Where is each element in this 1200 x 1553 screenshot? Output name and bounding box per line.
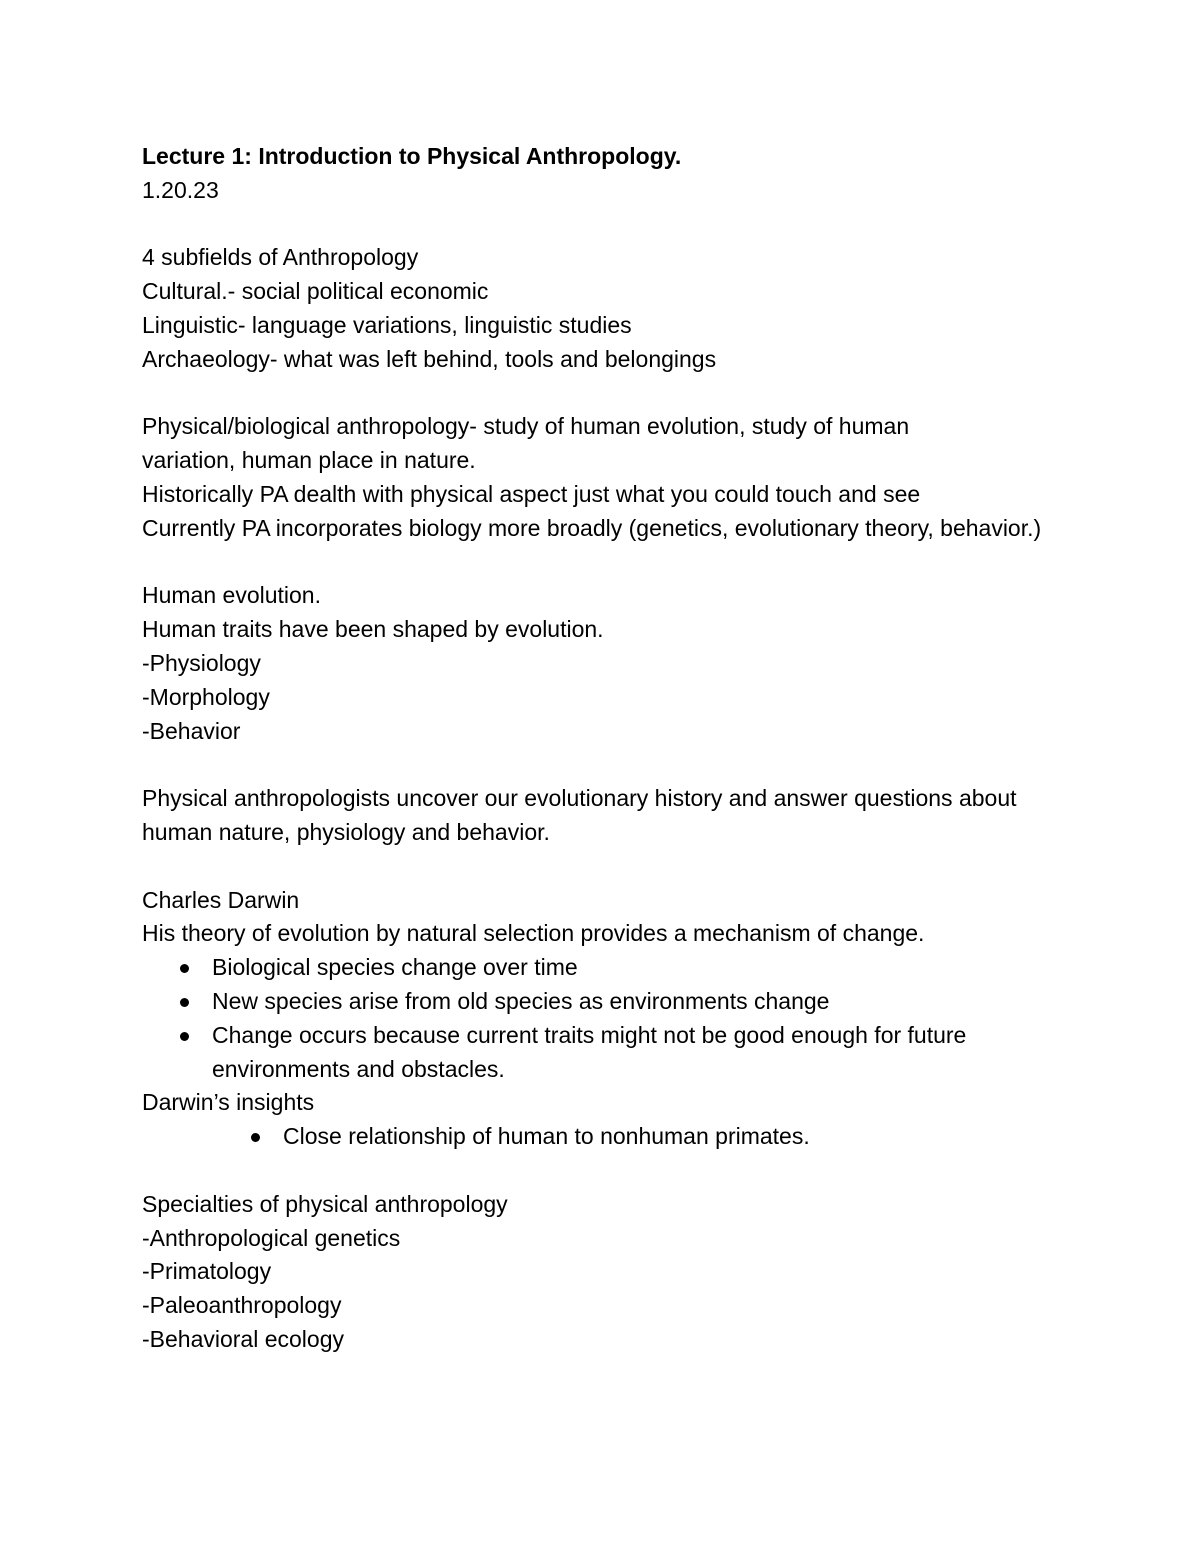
list-item	[142, 1120, 1062, 1154]
evolution-item-behavior: -Behavior	[142, 717, 241, 744]
list-item-text: Biological species change over time	[212, 954, 578, 981]
spacer	[142, 208, 1062, 242]
subfield-linguistic: Linguistic- language variations, linguistic studies	[142, 311, 632, 338]
list-item-text: Change occurs because current traits might not be good enough for future environments and obstacles.	[212, 1021, 967, 1082]
darwin-name: Charles Darwin	[142, 886, 300, 913]
bullet-icon	[251, 1133, 260, 1142]
lecture-date: 1.20.23	[142, 176, 219, 203]
specialty-genetics: -Anthropological genetics	[142, 1224, 401, 1251]
darwin-bullet-list	[142, 951, 1062, 1086]
bullet-icon	[180, 998, 189, 1007]
physical-historically: Historically PA dealth with physical aspect just what you could touch and see	[142, 480, 921, 507]
spacer	[142, 546, 1062, 580]
list-item-text: Close relationship of human to nonhuman primates.	[283, 1123, 810, 1150]
list-item	[142, 951, 1062, 985]
subfield-archaeology: Archaeology- what was left behind, tools and belongings	[142, 345, 717, 372]
specialty-paleoanthropology: -Paleoanthropology	[142, 1292, 342, 1319]
evolution-item-morphology: -Morphology	[142, 683, 270, 710]
list-item	[142, 985, 1062, 1019]
list-item-text: New species arise from old species as environments change	[212, 987, 830, 1014]
physical-currently: Currently PA incorporates biology more broadly (genetics, evolutionary theory, behavior.)	[142, 514, 1042, 541]
list-item	[142, 1019, 982, 1087]
darwin-insights-list	[142, 1120, 1062, 1154]
spacer	[142, 1154, 1062, 1188]
lecture-title: Lecture 1: Introduction to Physical Anthropology.	[142, 143, 682, 169]
evolution-heading: Human evolution.	[142, 582, 321, 609]
evolution-item-physiology: -Physiology	[142, 649, 261, 676]
spacer	[142, 748, 1062, 782]
darwin-insights-heading: Darwin’s insights	[142, 1089, 315, 1116]
specialty-behavioral-ecology: -Behavioral ecology	[142, 1325, 345, 1352]
specialty-primatology: -Primatology	[142, 1258, 272, 1285]
subfields-heading: 4 subfields of Anthropology	[142, 244, 419, 271]
darwin-theory: His theory of evolution by natural selection provides a mechanism of change.	[142, 920, 925, 947]
physical-definition: Physical/biological anthropology- study of human evolution, study of human variation, human place in nature.	[142, 413, 910, 474]
bullet-icon	[180, 964, 189, 973]
spacer	[142, 377, 1062, 411]
spacer	[142, 850, 1062, 884]
specialties-heading: Specialties of physical anthropology	[142, 1190, 508, 1217]
evolution-statement: Human traits have been shaped by evolution.	[142, 616, 604, 643]
subfield-cultural: Cultural.- social political economic	[142, 278, 489, 305]
anthropologists-paragraph: Physical anthropologists uncover our evolutionary history and answer questions about human nature, physiology and behavior.	[142, 785, 1017, 845]
bullet-icon	[180, 1032, 189, 1041]
document-body	[142, 140, 1062, 1357]
